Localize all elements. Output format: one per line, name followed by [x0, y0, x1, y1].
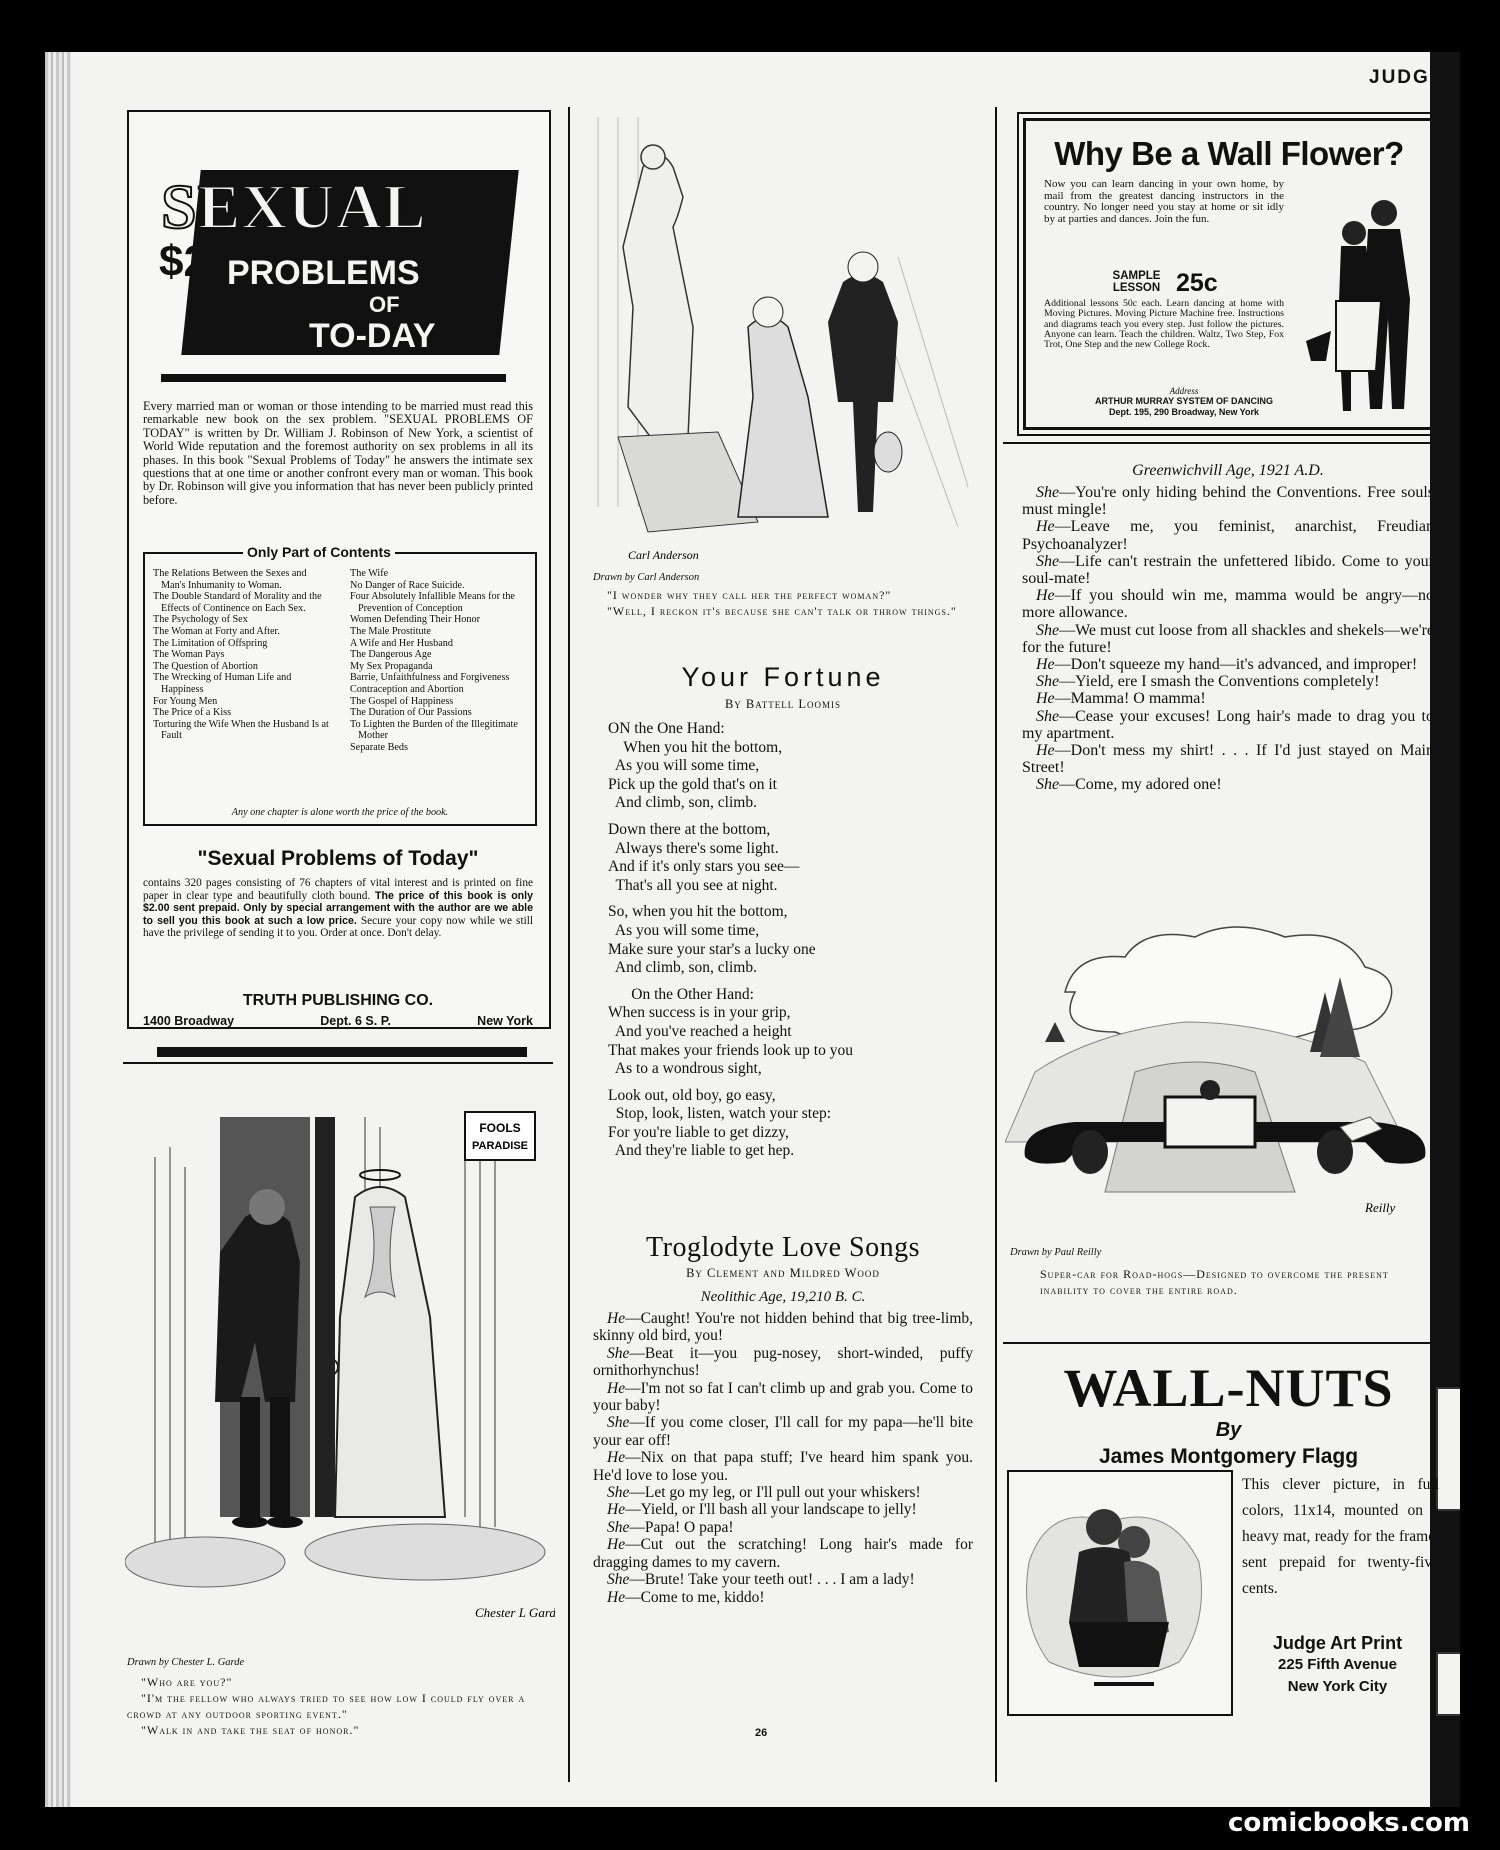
- speech: —Don't mess my shirt! . . . If I'd just stayed on Main Street!: [1022, 742, 1434, 777]
- caption-line: Super-car for Road-hogs—Designed to overcome the present inability to cover the entire road.: [1040, 1267, 1389, 1297]
- poem-line: That makes your friends look up to you: [608, 1041, 853, 1059]
- poem-line: As you will some time,: [608, 757, 760, 775]
- dialog-line: [1022, 690, 1434, 707]
- wf-address-label: Address: [1169, 386, 1199, 396]
- dialog-line: [593, 1414, 973, 1449]
- caption-line: "I'm the fellow who always tried to see how low I could fly over a crowd at any outdoor sporting event.": [127, 1691, 526, 1721]
- poem-line: When success is in your grip,: [608, 1004, 791, 1022]
- dialog-line: [593, 1310, 973, 1345]
- contents-entry: The Dangerous Age: [350, 649, 432, 661]
- dialog-line: [1022, 656, 1434, 673]
- poem-stanza: [608, 903, 973, 977]
- svg-text:Chester L Garde: Chester L Garde: [475, 1605, 555, 1620]
- wallnuts-store: [1235, 1632, 1440, 1698]
- ad-description: contains 320 pages consisting of 76 chapters of vital interest and is printed on fine paper in clear type and beautifully cloth bound.: [143, 877, 533, 902]
- dialog-line: [593, 1536, 973, 1571]
- speaker: She: [607, 1484, 630, 1502]
- contents-entry: Barrie, Unfaithfulness and Forgiveness: [350, 672, 510, 684]
- wf-details: Additional lessons 50c each. Learn dancing at home with Moving Pictures. Moving Picture Machine free. Instructions and diagrams teach you every step. Just follow the pictures. Anyone can learn. Teach the children. Waltz, Two Step, Fox Trot, One Step and the new College Rock.: [1044, 298, 1284, 351]
- dialog-line: [1022, 587, 1434, 621]
- wf-address-block: [1044, 386, 1324, 417]
- dialog-line: [1022, 622, 1434, 656]
- address-dept: Dept. 6 S. P.: [320, 1014, 391, 1028]
- poem-line: As to a wondrous sight,: [608, 1060, 762, 1078]
- speech: —Caught! You're not hidden behind that big tree-limb, skinny old bird, you!: [593, 1310, 973, 1345]
- greenwichvill-age: [1022, 462, 1434, 794]
- contents-entry: The Woman Pays: [153, 649, 225, 661]
- fools-sign-text: FOOLS: [479, 1121, 521, 1135]
- contents-box: [143, 544, 537, 826]
- speech: —Cease your excuses! Long hair's made to drag you to my apartment.: [1022, 707, 1434, 742]
- dialog-line: [1022, 742, 1434, 776]
- contents-left-column: [153, 568, 333, 742]
- article-title: Troglodyte Love Songs: [646, 1232, 920, 1263]
- divider: [161, 374, 506, 382]
- poem-line: As you will some time,: [608, 921, 760, 939]
- poem-line: On the Other Hand:: [608, 985, 754, 1003]
- sexual-problems-ad: [127, 110, 551, 1029]
- caption-line: "Who are you?": [141, 1675, 233, 1689]
- speaker: He: [1036, 518, 1055, 536]
- contents-entry: My Sex Propaganda: [350, 660, 433, 672]
- poem-line: ON the One Hand:: [608, 720, 725, 737]
- contents-entry: Separate Beds: [350, 741, 408, 753]
- ad-title-line-3: OF: [369, 292, 400, 317]
- poem-body: [608, 720, 973, 1161]
- speaker: He: [1036, 742, 1055, 760]
- svg-text:Carl Anderson: Carl Anderson: [628, 548, 699, 562]
- speaker: She: [607, 1414, 630, 1432]
- venus-illustration: [588, 107, 973, 567]
- speech: —If you should win me, mamma would be angry—no more allowance.: [1022, 587, 1434, 622]
- venus-cartoon: [588, 107, 973, 567]
- contents-entry: Contraception and Abortion: [350, 683, 464, 695]
- address-street: 1400 Broadway: [143, 1014, 235, 1028]
- speaker: She: [1036, 673, 1060, 691]
- dialog-line: [593, 1449, 973, 1484]
- contents-entry: Torturing the Wife When the Husband Is at Fault: [153, 718, 329, 742]
- wf-address: Dept. 195, 290 Broadway, New York: [1108, 406, 1260, 417]
- contents-right-column: [350, 568, 530, 754]
- publisher-name: TRUTH PUBLISHING CO.: [242, 992, 434, 1009]
- poem-line: And climb, son, climb.: [608, 959, 757, 977]
- troglodyte-love-songs: [593, 1232, 973, 1606]
- speech: —Let go my leg, or I'll pull out your whiskers!: [629, 1484, 921, 1502]
- speaker: He: [607, 1449, 626, 1467]
- speech: —I'm not so fat I can't climb up and grab you. Come to your baby!: [593, 1379, 973, 1415]
- wallnuts-picture: [1007, 1470, 1233, 1716]
- contents-entry: The Relations Between the Sexes and Man's Inhumanity to Woman.: [153, 568, 307, 591]
- speech: —Brute! Take your teeth out! . . . I am a lady!: [629, 1571, 915, 1589]
- poem-line: When you hit the bottom,: [608, 738, 783, 756]
- speaker: He: [607, 1379, 626, 1397]
- speaker: He: [1036, 587, 1055, 605]
- wall-flower-ad: [1017, 112, 1441, 436]
- binding-spine: [45, 52, 71, 1807]
- speech: —Cut out the scratching! Long hair's made for dragging dames to my cavern.: [593, 1536, 973, 1571]
- fools-paradise-illustration: [125, 1097, 555, 1649]
- your-fortune-poem: [593, 662, 973, 1169]
- contents-entry: A Wife and Her Husband: [350, 637, 453, 649]
- speaker: She: [1036, 621, 1060, 639]
- dialog-line: [593, 1571, 973, 1588]
- ad-description-block: [143, 877, 533, 940]
- dancers-illustration: [1306, 191, 1431, 416]
- poem-line: For you're liable to get dizzy,: [608, 1123, 789, 1141]
- speaker: She: [607, 1344, 630, 1362]
- venus-caption: [593, 572, 971, 619]
- wf-company: ARTHUR MURRAY SYSTEM OF DANCING: [1094, 396, 1273, 407]
- wf-sample-label: SAMPLE LESSON: [1112, 270, 1161, 294]
- contents-entry: The Duration of Our Passions: [350, 707, 472, 719]
- speech: —Mamma! O mamma!: [1054, 690, 1206, 708]
- wallnuts-by: By: [1215, 1419, 1242, 1441]
- super-car-illustration: [1005, 922, 1440, 1222]
- contents-entry: The Wife: [350, 568, 389, 579]
- running-head: JUDGE: [1369, 67, 1445, 88]
- dialog-line: [593, 1519, 973, 1536]
- poem-title: Your Fortune: [681, 662, 885, 692]
- speech: —Yield, or I'll bash all your landscape to jelly!: [625, 1501, 917, 1519]
- contents-entry: No Danger of Race Suicide.: [350, 579, 465, 591]
- ad-offer: The price of this book is only $2.00 sent prepaid. Only by special arrangement with the author are we able to sell you this book at such a low price.: [143, 889, 533, 927]
- dialog-line: [1022, 484, 1434, 518]
- poem-line: Make sure your star's a lucky one: [608, 940, 816, 958]
- speaker: He: [1036, 690, 1055, 708]
- page-number: 26: [755, 1727, 768, 1739]
- dialog-body: [1022, 484, 1434, 794]
- wf-title: Why Be a Wall Flower?: [1054, 135, 1404, 172]
- column-rule: [123, 1062, 553, 1064]
- super-car-cartoon: [1005, 922, 1440, 1222]
- ad-title-line-1: SEXUAL: [161, 171, 427, 242]
- car-caption: [1010, 1247, 1430, 1298]
- poem-stanza: [608, 720, 973, 813]
- wallnuts-author: James Montgomery Flagg: [1098, 1445, 1359, 1468]
- poem-stanza: [608, 821, 973, 895]
- article-title: Greenwichvill Age, 1921 A.D.: [1132, 462, 1324, 479]
- fools-paradise-cartoon: [125, 1097, 555, 1649]
- cartoon-credit: Drawn by Paul Reilly: [1010, 1247, 1102, 1258]
- dialog-body: [593, 1310, 973, 1606]
- address-city: New York: [477, 1014, 533, 1028]
- dialog-line: [1022, 776, 1434, 793]
- poem-line: Look out, old boy, go easy,: [608, 1086, 776, 1104]
- price-badge: $2: [159, 237, 208, 286]
- speech: —Nix on that papa stuff; I've heard him spank you. He'd love to lose you.: [593, 1449, 973, 1484]
- dialog-line: [593, 1589, 973, 1606]
- contents-entry: To Lighten the Burden of the Illegitimate Mother: [350, 718, 518, 742]
- contents-entry: For Young Men: [153, 695, 218, 707]
- poem-line: Pick up the gold that's on it: [608, 775, 777, 793]
- contents-entry: The Woman at Forty and After.: [153, 625, 280, 637]
- speech: —Papa! O papa!: [629, 1518, 734, 1536]
- speech: —Come, my adored one!: [1059, 776, 1222, 794]
- speaker: He: [607, 1536, 626, 1554]
- speech: —Leave me, you feminist, anarchist, Freudian Psychoanalyzer!: [1022, 518, 1434, 553]
- magazine-page: [45, 52, 1460, 1807]
- column-rule: [568, 107, 570, 1782]
- wf-price: 25c: [1176, 269, 1218, 297]
- poem-line: So, when you hit the bottom,: [608, 903, 788, 921]
- wf-body: Now you can learn dancing in your own home, by mail from the greatest dancing instructors in the country. No longer need you stay at home or sit idly by at parties and dances. Join the fun.: [1044, 178, 1284, 225]
- poem-line: Stop, look, listen, watch your step:: [608, 1105, 832, 1123]
- speech: —Life can't restrain the unfettered libido. Come to your soul-mate!: [1022, 552, 1434, 588]
- speaker: He: [607, 1501, 626, 1519]
- contents-heading: Only Part of Contents: [243, 544, 395, 560]
- ad-intro: Every married man or woman or those intending to be married must read this remarkable new book on the sex problem. "SEXUAL PROBLEMS OF TODAY" is written by Dr. William J. Robinson of New York, a scientist of World Wide reputation and the foremost authority on sex problems in all its phases. In this book "Sexual Problems of Today" he answers the intimate sex questions that at one time or another confront every man or woman. This book by Dr. Robinson will give you information that has never been publicly printed before.: [143, 399, 533, 507]
- speaker: She: [1036, 484, 1060, 501]
- caption-line: "I wonder why they call her the perfect woman?": [607, 588, 892, 602]
- watermark: comicbooks.com: [1227, 1808, 1470, 1838]
- contents-entry: Four Absolutely Infallible Means for the Prevention of Conception: [350, 591, 515, 614]
- contents-entry: The Psychology of Sex: [153, 614, 248, 626]
- contents-entry: The Wrecking of Human Life and Happiness: [153, 672, 292, 695]
- ad-title-line-2: PROBLEMS: [227, 254, 420, 292]
- dialog-line: [593, 1484, 973, 1501]
- dialog-line: [593, 1501, 973, 1518]
- contents-note: Any one chapter is alone worth the price of the book.: [231, 807, 449, 818]
- poem-stanza: [608, 1087, 973, 1161]
- svg-text:Reilly: Reilly: [1365, 1200, 1396, 1215]
- poem-line: Always there's some light.: [608, 839, 779, 857]
- speech: —Don't squeeze my hand—it's advanced, and improper!: [1054, 656, 1418, 674]
- speech: —Come to me, kiddo!: [625, 1588, 765, 1606]
- column-rule: [1003, 442, 1443, 444]
- wallnuts-description: This clever picture, in full colors, 11x14, mounted on a heavy mat, ready for the frame, sent prepaid for twenty-five cents.: [1242, 1476, 1439, 1597]
- contents-entry: The Gospel of Happiness: [350, 695, 454, 707]
- contents-entry: The Double Standard of Morality and the Effects of Continence on Each Sex.: [153, 591, 322, 614]
- caption-line: "Walk in and take the seat of honor.": [141, 1723, 360, 1737]
- dialog-line: [593, 1345, 973, 1380]
- store-street: 225 Fifth Avenue: [1278, 1656, 1397, 1673]
- speech: —You're only hiding behind the Conventions. Free souls must mingle!: [1022, 484, 1434, 519]
- poem-line: And climb, son, climb.: [608, 794, 757, 812]
- speech: —Yield, ere I smash the Conventions completely!: [1059, 673, 1380, 691]
- speech: —We must cut loose from all shackles and shekels—we're for the future!: [1022, 621, 1434, 656]
- dialog-line: [1022, 518, 1434, 552]
- divider: [157, 1047, 527, 1057]
- svg-text:PARADISE: PARADISE: [471, 1140, 529, 1152]
- speaker: She: [607, 1518, 630, 1536]
- contents-entry: The Male Prostitute: [350, 625, 431, 637]
- speaker: She: [1036, 776, 1060, 794]
- wallnuts-title: WALL-NUTS: [1063, 1358, 1394, 1418]
- poem-line: And you've reached a height: [608, 1022, 792, 1040]
- speaker: He: [607, 1588, 626, 1606]
- poem-stanza: [608, 986, 973, 1079]
- dialog-line: [1022, 708, 1434, 742]
- poem-line: That's all you see at night.: [608, 876, 778, 894]
- dialog-line: [1022, 553, 1434, 587]
- speech: —If you come closer, I'll call for my papa—he'll bite your ear off!: [593, 1414, 973, 1449]
- ad-closing: Secure your copy now while we still have the privilege of sending it to you. Order at once. Don't delay.: [143, 914, 533, 940]
- caption-line: "Well, I reckon it's because she can't talk or throw things.": [607, 604, 957, 618]
- poem-line: And if it's only stars you see—: [608, 858, 800, 876]
- speaker: She: [607, 1571, 630, 1589]
- speaker: She: [1036, 707, 1060, 725]
- speaker: He: [1036, 656, 1055, 674]
- store-name: Judge Art Print: [1272, 1633, 1403, 1653]
- dialog-line: [1022, 673, 1434, 690]
- contents-entry: The Question of Abortion: [153, 660, 258, 672]
- cartoon-credit: Drawn by Carl Anderson: [593, 572, 700, 583]
- ad-title-line-4: TO-DAY: [309, 317, 436, 355]
- contents-entry: The Price of a Kiss: [153, 707, 232, 719]
- contents-entry: Women Defending Their Honor: [350, 614, 480, 626]
- store-city: New York City: [1287, 1678, 1388, 1695]
- poem-line: And they're liable to get hep.: [608, 1142, 795, 1160]
- column-rule: [1003, 1342, 1443, 1344]
- article-byline: By Clement and Mildred Wood: [686, 1266, 880, 1280]
- ad-subtitle: "Sexual Problems of Today": [197, 847, 479, 870]
- publisher-address: [143, 1014, 533, 1028]
- speech: —Beat it—you pug-nosey, short-winded, puffy ornithorhynchus!: [593, 1344, 973, 1380]
- cartoon-credit: Drawn by Chester L. Garde: [127, 1657, 245, 1668]
- poem-line: Down there at the bottom,: [608, 820, 771, 838]
- contents-entry: The Limitation of Offspring: [153, 637, 268, 649]
- poem-byline: By Battell Loomis: [724, 697, 842, 711]
- couple-illustration: [1009, 1472, 1227, 1710]
- column-rule: [995, 107, 997, 1782]
- dialog-line: [593, 1380, 973, 1415]
- speaker: He: [607, 1310, 626, 1327]
- article-era: Neolithic Age, 19,210 B. C.: [700, 1289, 866, 1305]
- speaker: She: [1036, 552, 1060, 570]
- fools-caption: [127, 1657, 547, 1738]
